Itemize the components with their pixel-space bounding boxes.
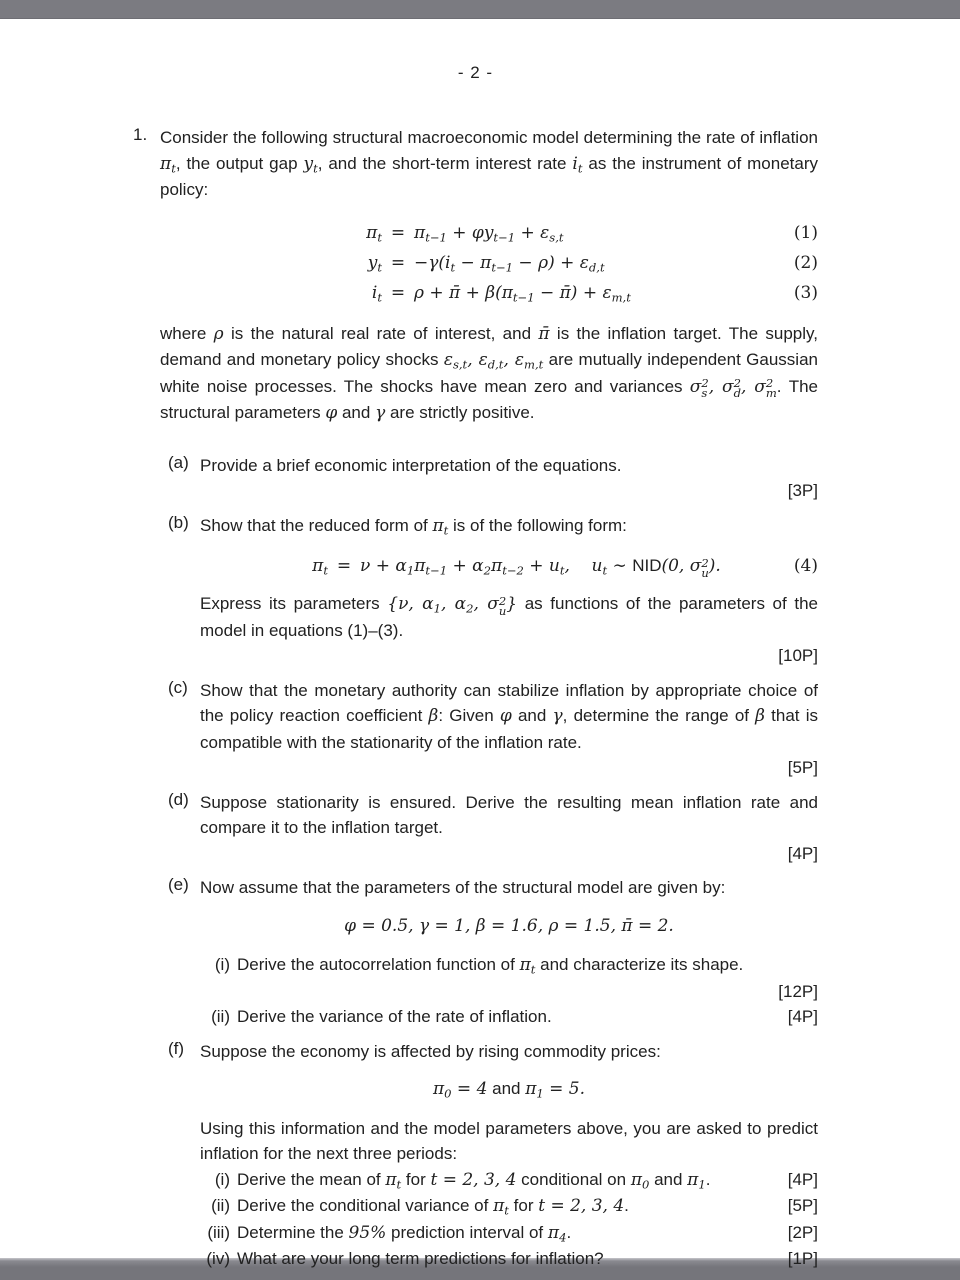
- initial-inflation-equation: $\pi_0 = 4$ and $\pi_1 = 5$.: [432, 1079, 586, 1101]
- part-d-points: [4P]: [787, 843, 818, 863]
- part-d-label: (d): [168, 789, 189, 809]
- subpart-i-points: [12P]: [778, 981, 818, 1001]
- equation-2: [160, 248, 818, 278]
- equation-4-relation: =: [336, 556, 352, 576]
- f-subpart-ii-points: [5P]: [787, 1196, 818, 1215]
- problem-number: 1.: [133, 125, 148, 144]
- part-d: [168, 790, 818, 867]
- problem-body: [160, 125, 818, 1272]
- subpart-ii-points: [4P]: [787, 1007, 818, 1026]
- part-e-label: (e): [168, 875, 189, 894]
- equation-1-lhs: $\pi_t$: [366, 222, 382, 244]
- equation-1-number: (1): [793, 222, 818, 243]
- part-c: [168, 678, 818, 781]
- f-subpart-iv-label: (iv): [206, 1249, 230, 1268]
- part-e-text: Now assume that the parameters of the structural model are given by:: [200, 878, 726, 897]
- part-b: [168, 513, 818, 669]
- part-a-text: Provide a brief economic interpretation of the equations.: [200, 455, 622, 475]
- problem-1: [133, 125, 818, 1272]
- part-c-points: [5P]: [787, 758, 818, 777]
- equation-1-rhs: $\pi_{t-1} + \varphi y_{t-1} + \varepsilon_{s,t}$: [414, 222, 564, 244]
- f-subpart-i-points: [4P]: [787, 1169, 818, 1189]
- f-subpart-iv-points: [1P]: [787, 1249, 818, 1268]
- equation-3-relation: =: [390, 282, 406, 303]
- part-b-points: [10P]: [778, 646, 818, 665]
- part-b-followup: Express its parameters {ν, $\alpha_1$, $\alpha_2$, σ 2 u } as functions of the parameters of the model in equations (1)–(3).: [200, 593, 818, 640]
- part-d-body: [200, 790, 818, 867]
- part-f-followup: Using this information and the model parameters above, you are asked to predict inflation for the next three periods:: [200, 1118, 818, 1163]
- part-f: [168, 1039, 818, 1272]
- equation-3-lhs: $i_t$: [371, 282, 382, 304]
- part-f-subpart-ii: [200, 1193, 818, 1220]
- f-subpart-iii-points: [2P]: [787, 1222, 818, 1242]
- problem-intro: Consider the following structural macroeconomic model determining the rate of inflation $\pi_t$, the output gap $y_t$, and the short-term interest rate $i_t$ as the instrument of monetary policy:: [160, 128, 818, 199]
- part-f-subpart-iv: [200, 1246, 818, 1272]
- question-parts: [160, 453, 818, 1272]
- part-c-text: Show that the monetary authority can stabilize inflation by appropriate choice of the policy reaction coefficient β: Given φ and γ, determine the range of β that is compatible with the stationarity of the inflation rate.: [200, 680, 818, 752]
- subpart-ii-label: (ii): [211, 1007, 230, 1026]
- f-subpart-i-label: (i): [214, 1169, 230, 1189]
- equation-4-lhs: $\pi_t$: [312, 556, 328, 578]
- equation-2-number: (2): [793, 252, 818, 273]
- equation-4: [200, 552, 818, 580]
- document-page: [0, 19, 960, 1268]
- part-d-text: Suppose stationarity is ensured. Derive the resulting mean inflation rate and compare it to the inflation target.: [200, 792, 818, 837]
- subpart-ii-text: Derive the variance of the rate of inflation.: [237, 1007, 552, 1026]
- equation-1: [160, 218, 818, 248]
- equation-3-rhs: ρ + π̄ + $\beta(\pi_{t-1}$ − π̄) + $\varepsilon_{m,t}$: [414, 282, 631, 304]
- part-c-label: (c): [168, 677, 188, 697]
- part-f-text: Suppose the economy is affected by rising commodity prices:: [200, 1041, 661, 1061]
- equation-1-relation: =: [390, 222, 406, 243]
- part-a-label: (a): [168, 452, 189, 472]
- part-f-subpart-iii: [200, 1220, 818, 1247]
- subpart-i-text: Derive the autocorrelation function of $\pi_t$ and characterize its shape.: [237, 955, 744, 977]
- part-e-subpart-ii: [200, 1004, 818, 1030]
- viewer-chrome-top-bar: [0, 0, 960, 19]
- part-b-text: Show that the reduced form of $\pi_t$ is of the following form:: [200, 515, 627, 537]
- part-b-label: (b): [168, 512, 189, 532]
- equation-2-relation: =: [390, 252, 406, 273]
- equation-3: [160, 278, 818, 308]
- part-a-points: [3P]: [787, 481, 818, 500]
- part-f-body: [200, 1039, 818, 1272]
- part-a-body: [200, 453, 818, 504]
- f-subpart-iii-label: (iii): [207, 1222, 230, 1242]
- f-subpart-ii-text: Derive the conditional variance of $\pi_t$ for t = 2, 3, 4.: [237, 1196, 629, 1218]
- equation-4-rhs: $\nu + \alpha_1\pi_{t-1} + \alpha_2\pi_{t-2} + u_t$, $u_t$ ∼ NID(0, σ 2 u ).: [360, 555, 721, 580]
- f-subpart-iv-text: What are your long term predictions for inflation?: [237, 1249, 604, 1268]
- f-subpart-i-text: Derive the mean of $\pi_t$ for t = 2, 3, 4 conditional on $\pi_0$ and $\pi_1$.: [237, 1169, 711, 1191]
- part-e: [168, 875, 818, 1030]
- parameter-values-equation: φ = 0.5, γ = 1, β = 1.6, ρ = 1.5, π̄ = 2.: [344, 915, 674, 936]
- part-f-subpart-i: [200, 1167, 818, 1194]
- subpart-i-label: (i): [214, 955, 230, 974]
- part-e-subpart-i: [200, 952, 818, 979]
- model-description: where ρ is the natural real rate of interest, and π̄ is the inflation target. The supply, demand and monetary policy shocks $\varepsilon_{s,t}$, $\varepsilon_{d,t}$, $\varepsilon_{m,t}$ are mutually independent Gaussian white noise processes. The shocks have mean zero and variances σ 2 s , σ 2 d , σ 2 m . The structural parameters φ and γ are strictly positive.: [160, 323, 818, 423]
- equation-4-number: (4): [793, 556, 818, 576]
- part-e-body: [200, 875, 818, 1030]
- page-number: - 2 -: [457, 63, 494, 82]
- part-b-body: [200, 513, 818, 669]
- part-a: [168, 453, 818, 504]
- equation-3-number: (3): [793, 282, 818, 303]
- part-c-body: [200, 678, 818, 781]
- f-subpart-ii-label: (ii): [211, 1196, 230, 1215]
- equation-2-lhs: $y_t$: [367, 252, 382, 274]
- part-f-label: (f): [168, 1038, 185, 1058]
- model-equation-group: [160, 218, 818, 308]
- f-subpart-iii-text: Determine the 95% prediction interval of $\pi_4$.: [237, 1222, 572, 1244]
- equation-2-rhs: $-\gamma(i_t - \pi_{t-1} - \rho) + \varepsilon_{d,t}$: [414, 252, 605, 274]
